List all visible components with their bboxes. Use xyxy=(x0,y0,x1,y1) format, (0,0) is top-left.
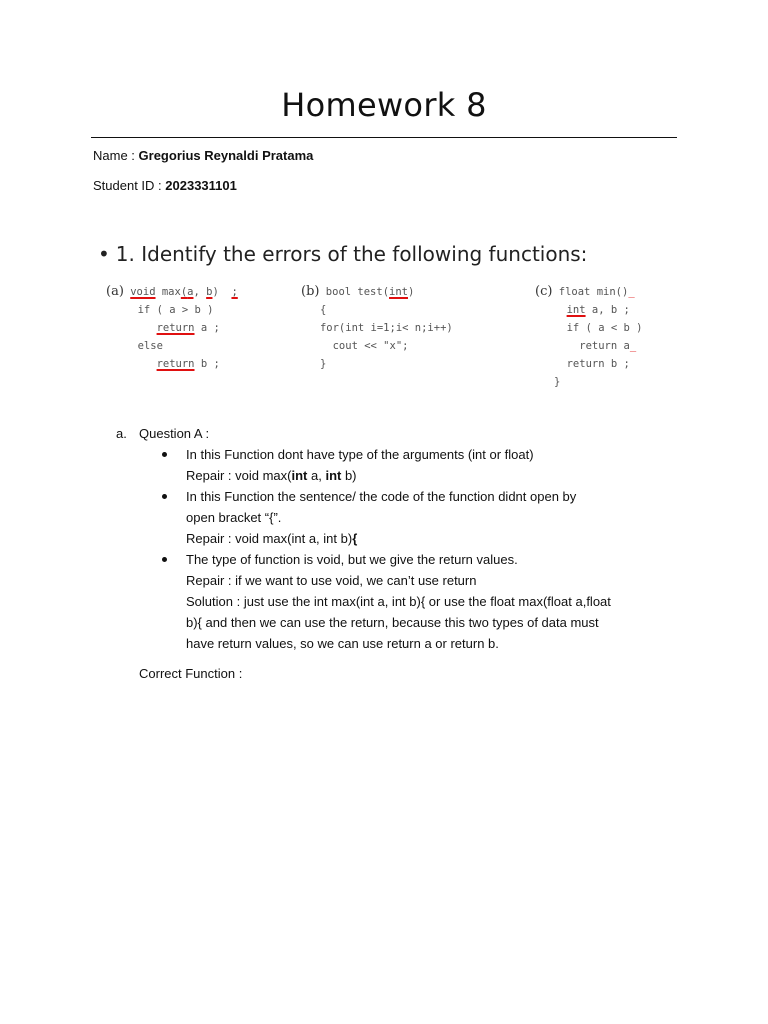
code-b-tag: (b) xyxy=(301,284,320,299)
b1-line1: In this Function dont have type of the arguments (int or float) xyxy=(186,447,534,462)
code-c-line3: if ( a < b ) xyxy=(566,322,643,334)
code-snippet-c xyxy=(535,283,642,391)
question-a-letter: a. xyxy=(116,426,127,441)
b1-mid: a, xyxy=(307,468,326,483)
b2-line2: open bracket “{”. xyxy=(186,510,282,525)
code-c-int: int xyxy=(566,304,586,316)
b3-line5: have return values, so we can use return a or return b. xyxy=(186,636,499,651)
code-b-line5: } xyxy=(319,358,327,370)
code-b-line4: cout << "x"; xyxy=(332,340,409,352)
code-c-missing-semicolon-mark: _ xyxy=(629,340,637,352)
answer-list xyxy=(116,444,686,654)
code-b-line2: { xyxy=(319,304,327,316)
list-item xyxy=(162,444,686,486)
list-item xyxy=(162,486,686,549)
code-c-tag: (c) xyxy=(535,284,553,299)
student-id-label: Student ID : xyxy=(93,178,162,193)
code-c-line2-rest: a, b ; xyxy=(585,304,630,316)
code-snippet-b xyxy=(301,283,453,373)
code-c-line5: return b ; xyxy=(566,358,630,370)
code-a-return-a: return xyxy=(156,322,195,334)
b2-repair-text: Repair : void max(int a, int b) xyxy=(186,531,353,546)
b3-line3: Solution : just use the int max(int a, int b){ or use the float max(float a,float xyxy=(186,594,611,609)
answer-section xyxy=(116,423,686,684)
code-a-arg-b: b xyxy=(206,286,213,298)
name-label: Name : xyxy=(93,148,135,163)
code-c-line6: } xyxy=(553,376,561,388)
b2-line1: In this Function the sentence/ the code of the function didnt open by xyxy=(186,489,577,504)
name-value: Gregorius Reynaldi Pratama xyxy=(138,148,314,163)
b3-line1: The type of function is void, but we give the return values. xyxy=(186,552,518,567)
code-c-line4: return a xyxy=(579,340,630,352)
correct-function-label: Correct Function : xyxy=(139,666,243,681)
code-a-line4: else xyxy=(137,340,163,352)
code-a-paren-open: ( xyxy=(180,286,188,298)
code-a-paren-close: ) xyxy=(212,286,219,298)
b3-line2: Repair : if we want to use void, we can’t use return xyxy=(186,573,477,588)
code-a-comma: , xyxy=(193,286,207,298)
question-a-title: Question A : xyxy=(139,426,210,441)
code-a-void: void xyxy=(130,286,156,298)
b3-line4: b){ and then we can use the return, because this two types of data must xyxy=(186,615,599,630)
b1-int2: int xyxy=(325,468,342,483)
title-divider xyxy=(91,137,677,138)
name-line xyxy=(93,148,313,163)
code-b-line1: bool test( xyxy=(325,286,390,298)
b2-brace: { xyxy=(352,531,358,546)
code-c-missing-brace-mark: _ xyxy=(628,286,635,298)
student-id-value: 2023331101 xyxy=(165,178,237,193)
b1-repair xyxy=(186,465,686,486)
question-a-label xyxy=(116,423,686,444)
page-title: Homework 8 xyxy=(281,86,487,124)
code-a-line5-rest: b ; xyxy=(194,358,220,370)
code-c-line1: float min() xyxy=(558,286,629,298)
bullet-glyph: • xyxy=(98,242,110,266)
question-heading-text: 1. Identify the errors of the following functions: xyxy=(115,242,588,266)
code-a-semicolon: ; xyxy=(231,286,238,298)
b1-repair-pre: Repair : void max( xyxy=(186,468,292,483)
code-a-arg-a: a xyxy=(187,286,194,298)
b1-end: b) xyxy=(341,468,357,483)
student-id-line xyxy=(93,178,237,193)
code-a-max: max xyxy=(161,286,181,298)
code-a-return-b: return xyxy=(156,358,195,370)
code-b-int: int xyxy=(389,286,408,298)
code-snippet-a xyxy=(106,283,238,373)
b2-repair xyxy=(186,528,686,549)
code-a-line3-rest: a ; xyxy=(194,322,220,334)
code-b-paren-close: ) xyxy=(407,286,415,298)
code-a-line2: if ( a > b ) xyxy=(137,304,214,316)
list-item xyxy=(162,549,686,654)
question-heading xyxy=(98,242,587,266)
b1-int1: int xyxy=(291,468,308,483)
code-a-tag: (a) xyxy=(106,284,124,299)
code-b-line3: for(int i=1;i< n;i++) xyxy=(319,322,453,334)
